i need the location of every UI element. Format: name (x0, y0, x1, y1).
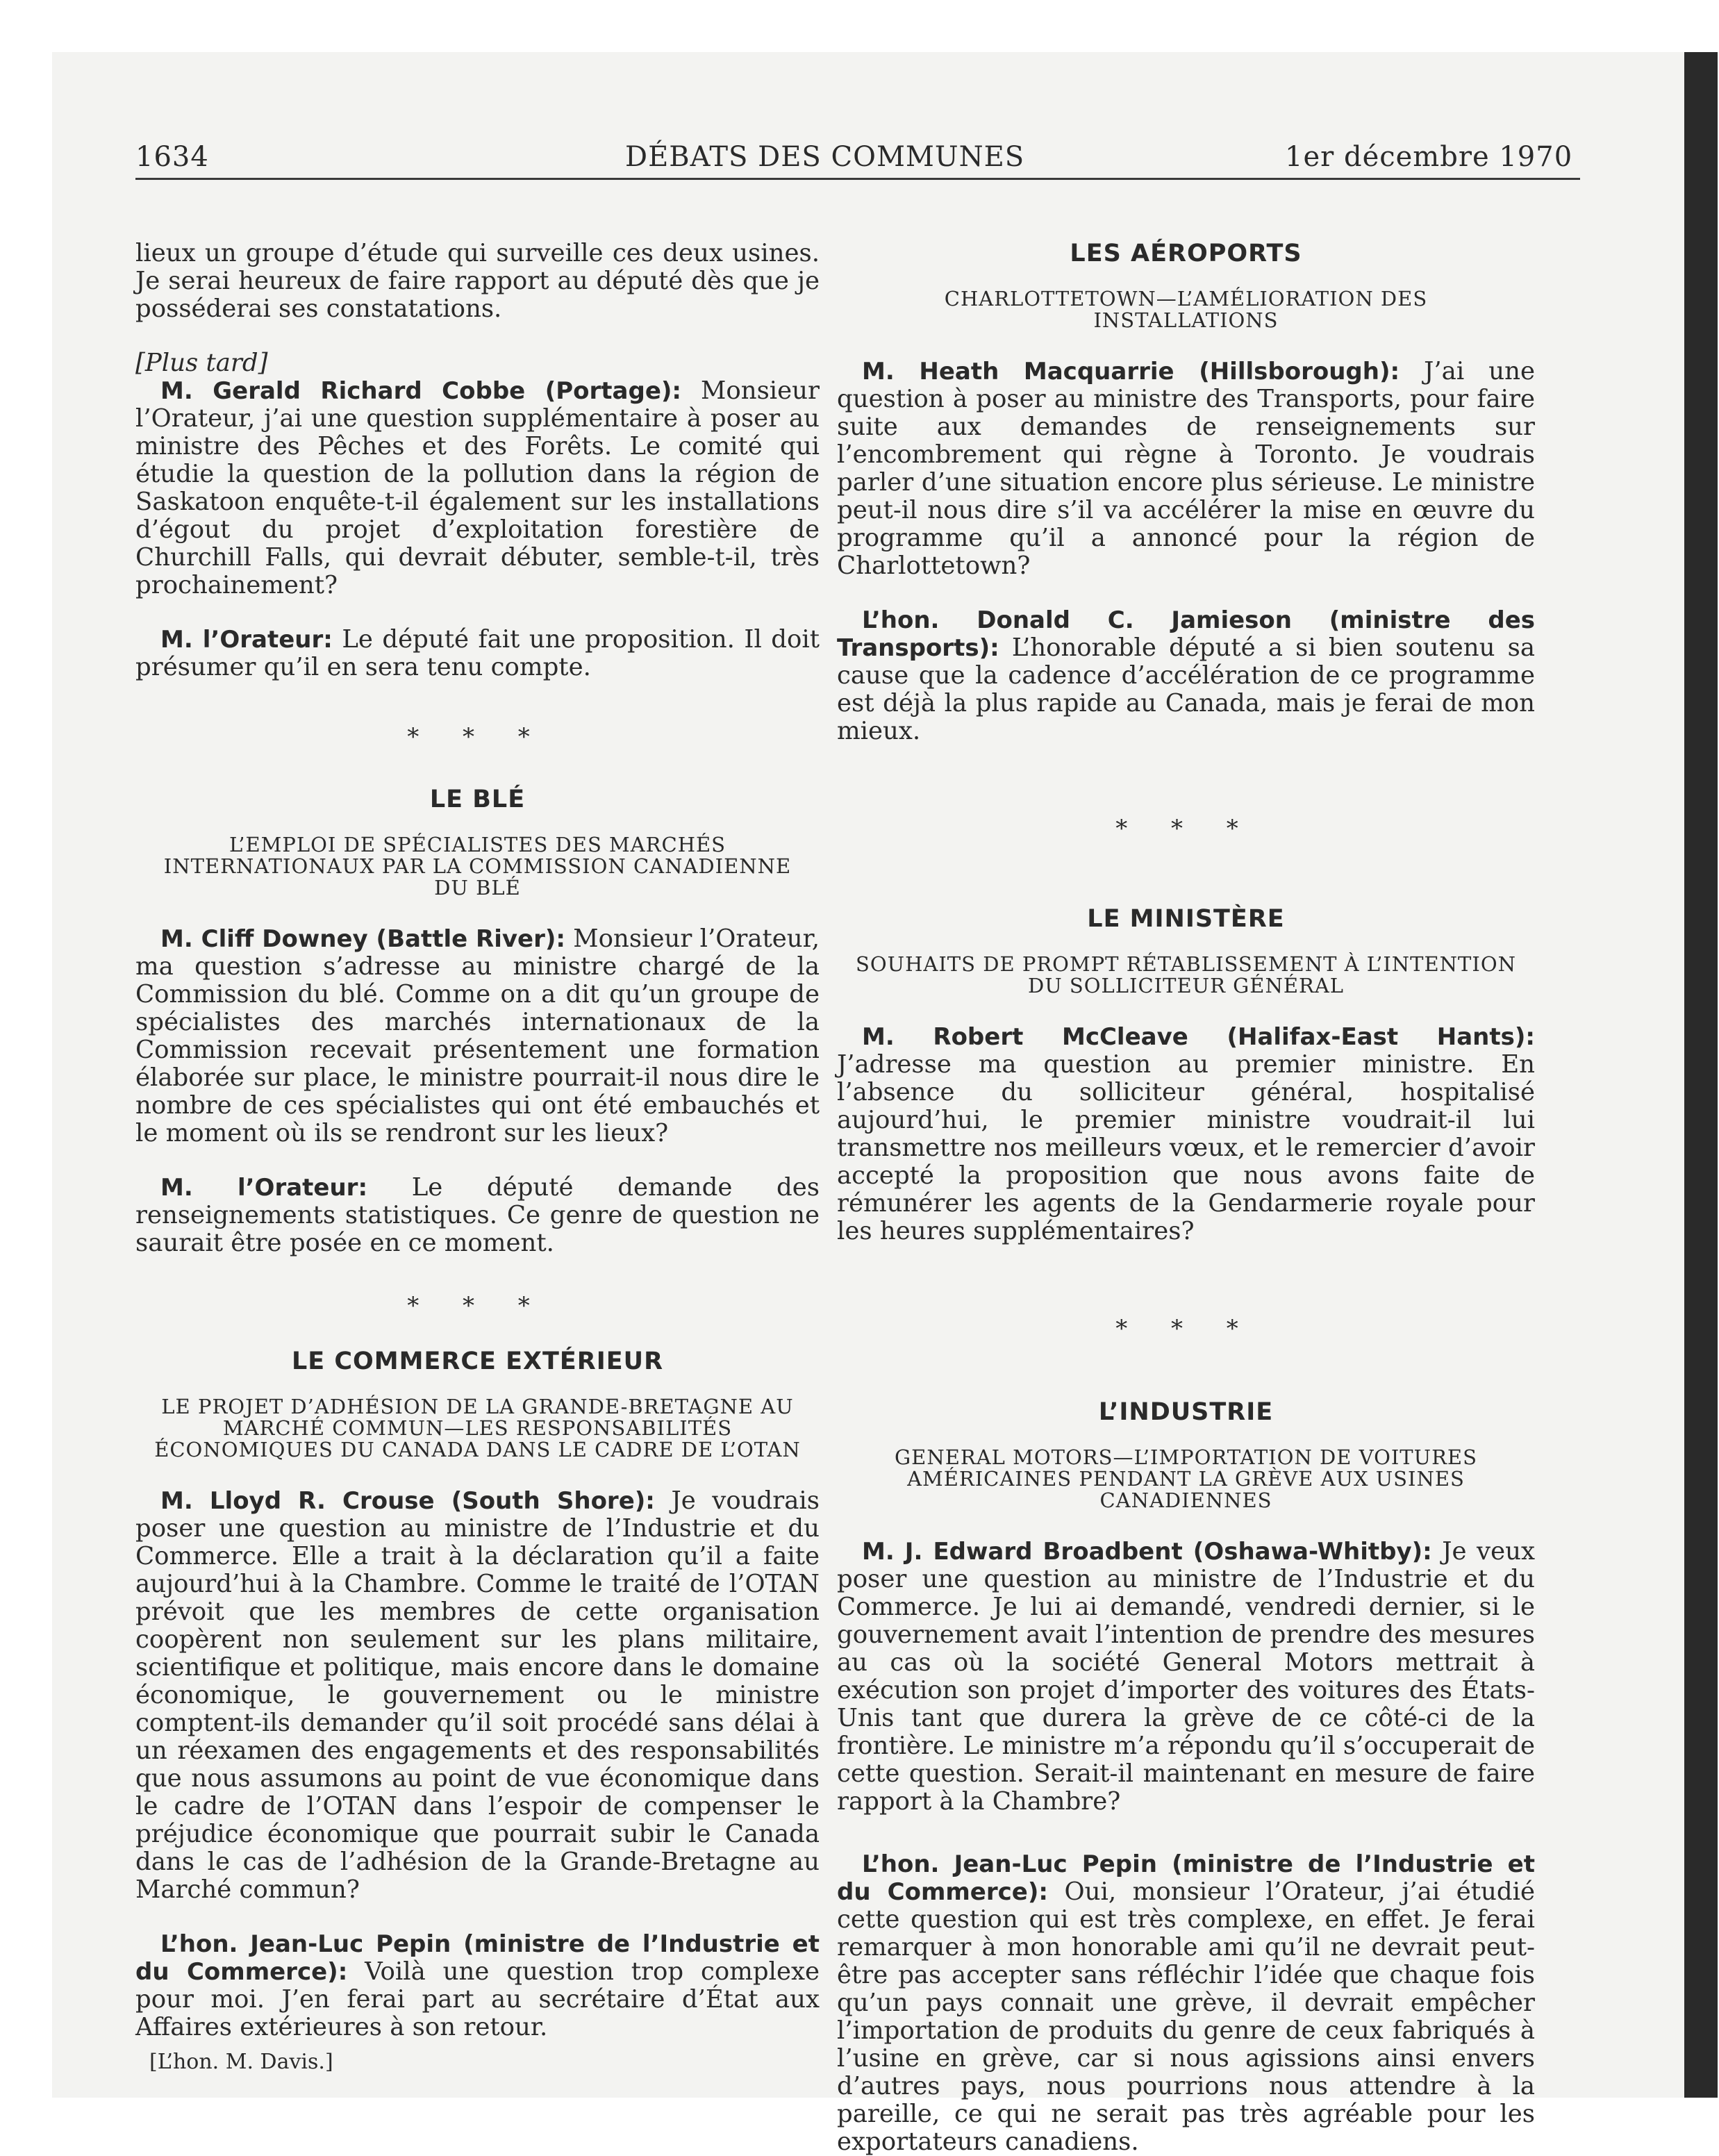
paragraph (135, 1930, 820, 2041)
left-column (135, 240, 820, 2076)
paragraph (837, 1538, 1535, 1816)
section-subheading: GENERAL MOTORS—L’IMPORTATION DE VOITURES AMÉRICAINES PENDANT LA GRÈVE AUX USINES CANADIENNES (895, 1445, 1477, 1512)
page-title: DÉBATS DES COMMUNES (625, 141, 1025, 173)
section-subheading: SOUHAITS DE PROMPT RÉTABLISSEMENT À L’INTENTION DU SOLLICITEUR GÉNÉRAL (856, 952, 1516, 997)
section-subheading: CHARLOTTETOWN—L’AMÉLIORATION DES INSTALLATIONS (944, 287, 1428, 332)
paragraph (135, 1487, 820, 1904)
section-title: LE BLÉ (429, 786, 526, 813)
right-column (837, 240, 1535, 2156)
speech-text: Le député fait une proposition. Il doit présumer qu’il en sera tenu compte. (135, 625, 820, 681)
section-subheading: L’EMPLOI DE SPÉCIALISTES DES MARCHÉS INTERNATIONAUX PAR LA COMMISSION CANADIENNE DU BLÉ (163, 833, 792, 899)
page-date: 1er décembre 1970 (1285, 141, 1573, 173)
speaker-name: M. Heath Macquarrie (Hillsborough): (862, 358, 1400, 385)
speaker-name: L’hon. Donald C. Jamieson (ministre des Transports): (837, 606, 1535, 662)
speaker-name: M. l’Orateur: (160, 1174, 368, 1202)
section-title: LE COMMERCE EXTÉRIEUR (291, 1348, 664, 1375)
section-separator: * * * (1115, 1315, 1256, 1343)
speaker-name: M. Lloyd R. Crouse (South Shore): (160, 1487, 655, 1515)
section-separator: * * * (407, 723, 548, 751)
section-subheading: LE PROJET D’ADHÉSION DE LA GRANDE-BRETAGNE AU MARCHÉ COMMUN—LES RESPONSABILITÉS ÉCONOMIQUES DU CANADA DANS LE CADRE DE L’OTAN (154, 1395, 801, 1461)
section-title: L’INDUSTRIE (1098, 1398, 1274, 1426)
speech-text: Je voudrais poser une question au ministre de l’Industrie et du Commerce. Elle a trait à la déclaration qu’il a faite aujourd’hui à la Chambre. Comme le traité de l’OTAN prévoit que les membres de cette organisation coopèrent non seulement sur les plans militaire, scientifique et politique, mais encore dans le domaine économique, le gouvernement ou le ministre comptent-ils demander qu’il soit procédé sans délai à un réexamen des engagements et des responsabilités que nous assumons au point de vue économique dans le cadre de l’OTAN dans l’espoir de compenser le préjudice économique que pourrait subir le Canada dans le cas de l’adhésion de la Grande-Bretagne au Marché commun? (135, 1486, 820, 1904)
paragraph (135, 925, 820, 1147)
speech-text: L’honorable député a si bien soutenu sa cause que la cadence d’accélération de ce programme est déjà la plus rapide au Canada, mais je ferai de mon mieux. (837, 633, 1535, 745)
speech-text: Je veux poser une question au ministre de l’Industrie et du Commerce. Je lui ai demandé, vendredi dernier, si le gouvernement avait l’intention de prendre des mesures au cas où la société General Motors mettrait à exécution son projet d’importer des voitures des États-Unis tant que durera la grève de ce côté-ci de la frontière. Le ministre m’a répondu qu’il s’occuperait de cette question. Serait-il maintenant en mesure de faire rapport à la Chambre? (837, 1537, 1535, 1816)
speech-text: Monsieur l’Orateur, ma question s’adresse au ministre chargé de la Commission du blé. Comme on a dit qu’un groupe de spécialistes des marchés internationaux de la Commission recevait présentement une formation élaborée sur place, le ministre pourrait-il nous dire le nombre de ces spécialistes qui ont été embauchés et le moment où ils se rendront sur les lieux? (135, 924, 820, 1147)
speech-text: J’ai une question à poser au ministre des Transports, pour faire suite aux demandes de renseignements sur l’encombrement qui règne à Toronto. Je voudrais parler d’une situation encore plus sérieuse. Le ministre peut-il nous dire s’il va accélérer la mise en œuvre du programme qu’il a annoncé pour la région de Charlottetown? (837, 357, 1535, 580)
speaker-name: M. Gerald Richard Cobbe (Portage): (160, 377, 682, 405)
speech-text: Oui, monsieur l’Orateur, j’ai étudié cette question qui est très complexe, en effet. Je ferai remarquer à mon honorable ami qu’il ne devrait peut-être pas accepter sans réfléchir l’idée que chaque fois qu’un pays connait une grève, il devrait empêcher l’importation de produits du genre de ceux fabriqués à l’usine en grève, car si nous agissions ainsi envers d’autres pays, nous pourrions nous attendre à la pareille, ce qui ne serait pas très agréable pour les exportateurs canadiens. (837, 1877, 1535, 2156)
speaker-name: L’hon. Jean-Luc Pepin (ministre de l’Industrie et du Commerce): (837, 1850, 1535, 1906)
paragraph (837, 1023, 1535, 1245)
paragraph: lieux un groupe d’étude qui surveille ces deux usines. Je serai heureux de faire rapport au député dès que je posséderai ses constatations. (135, 239, 820, 323)
header-rule (135, 178, 1580, 180)
speech-text: Voilà une question trop complexe pour moi. J’en ferai part au secrétaire d’État aux Affaires extérieures à son retour. (135, 1957, 820, 2041)
speech-text: Le député demande des renseignements statistiques. Ce genre de question ne saurait être posée en ce moment. (135, 1173, 820, 1257)
section-separator: * * * (407, 1292, 548, 1320)
speech-text: J’adresse ma question au premier ministre. En l’absence du solliciteur général, hospitalisé aujourd’hui, le premier ministre voudrait-il lui transmettre nos meilleurs vœux, et le remercier d’avoir accepté la proposition que nous avons faite de rémunérer les agents de la Gendarmerie royale pour les heures supplémentaires? (837, 1050, 1535, 1245)
scan-edge-shadow (1684, 52, 1718, 2098)
speech-text: Monsieur l’Orateur, j’ai une question supplémentaire à poser au ministre des Pêches et des Forêts. Le comité qui étudie la question de la pollution dans la région de Saskatoon enquête-t-il également sur les installations d’égout du projet d’exploitation forestière de Churchill Falls, qui devrait débuter, semble-t-il, très prochainement? (135, 376, 820, 599)
section-title: LE MINISTÈRE (1087, 905, 1285, 933)
speaker-name: M. Robert McCleave (Halifax-East Hants): (862, 1023, 1535, 1051)
paragraph (135, 1174, 820, 1257)
speaker-name: L’hon. Jean-Luc Pepin (ministre de l’Industrie et du Commerce): (135, 1930, 820, 1986)
page-number: 1634 (135, 141, 209, 173)
speaker-name: M. J. Edward Broadbent (Oshawa-Whitby): (862, 1538, 1432, 1566)
margin-note: [L’hon. M. Davis.] (149, 2050, 333, 2074)
paragraph (837, 606, 1535, 745)
paragraph (837, 1850, 1535, 2156)
paragraph (837, 358, 1535, 580)
paragraph (135, 626, 820, 681)
section-separator: * * * (1115, 815, 1256, 843)
time-marker: [Plus tard] (135, 349, 268, 377)
section-title: LES AÉROPORTS (1070, 240, 1302, 267)
speaker-name: M. l’Orateur: (160, 626, 333, 654)
paragraph (135, 377, 820, 599)
speaker-name: M. Cliff Downey (Battle River): (160, 925, 565, 953)
